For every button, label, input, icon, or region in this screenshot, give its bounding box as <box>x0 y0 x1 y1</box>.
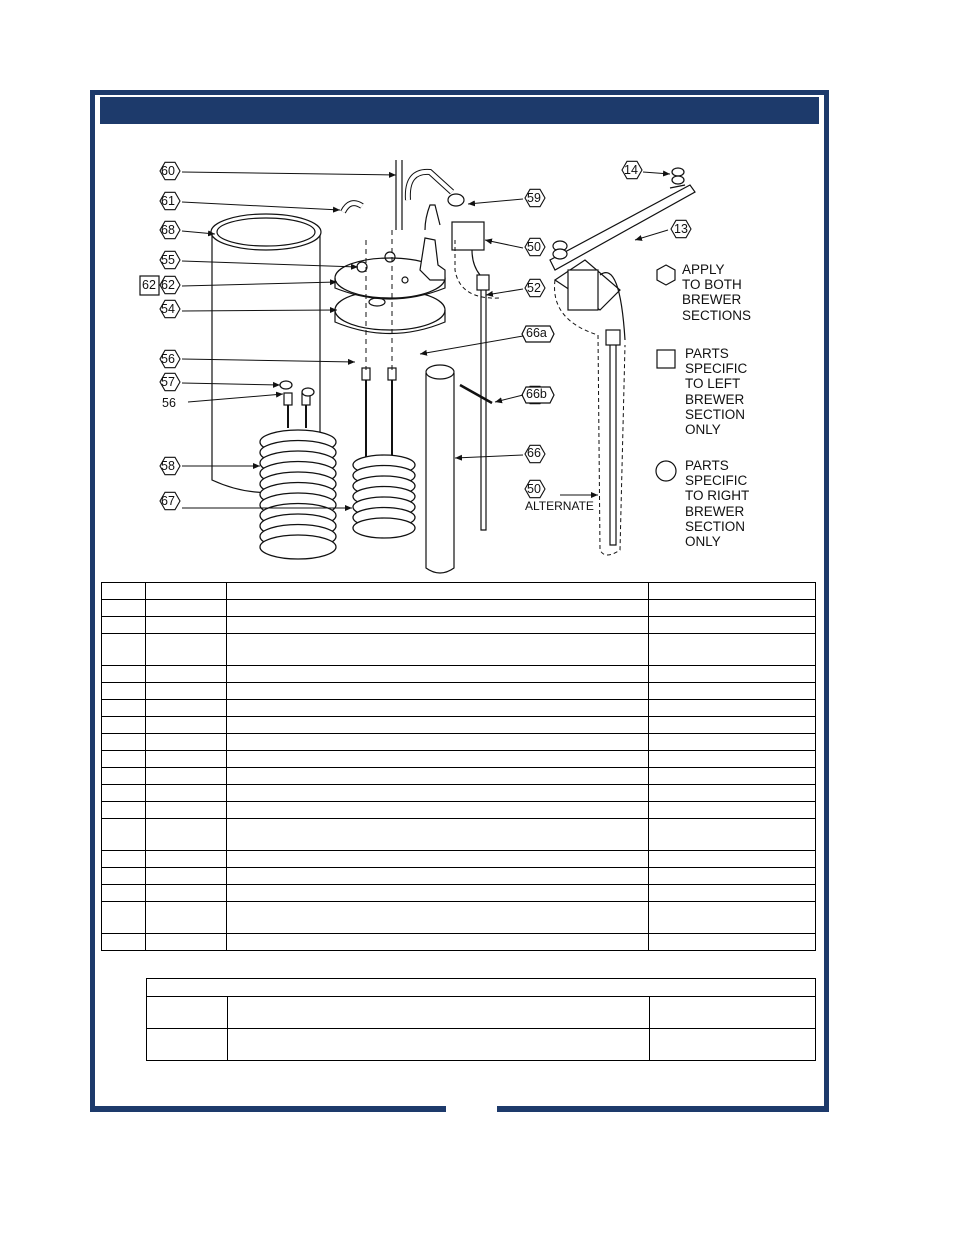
table-row <box>102 851 816 868</box>
description-cell <box>226 600 648 617</box>
table-row <box>102 802 816 819</box>
qty-cell <box>649 700 816 717</box>
description-cell <box>227 1029 649 1061</box>
item-cell <box>102 802 146 819</box>
item-cell <box>102 683 146 700</box>
table-row <box>102 583 816 600</box>
legend-hexagon-text: APPLY TO BOTH BREWER SECTIONS <box>682 262 752 323</box>
table-row <box>102 768 816 785</box>
table-row <box>102 902 816 934</box>
callout-50: 50 <box>527 240 541 254</box>
item-cell <box>102 600 146 617</box>
description-cell <box>226 583 648 600</box>
item-cell <box>102 851 146 868</box>
table-row <box>102 868 816 885</box>
callout-68: 68 <box>161 223 175 237</box>
callout-56: 56 <box>161 352 175 366</box>
qty-cell <box>649 666 816 683</box>
frame-bottom-left <box>90 1106 446 1112</box>
callout-66: 66 <box>527 446 541 460</box>
qty-cell <box>649 885 816 902</box>
description-cell <box>226 768 648 785</box>
parts-table <box>101 582 816 951</box>
callout-62: 62 <box>161 278 175 292</box>
square-icon <box>655 348 677 370</box>
item-cell <box>102 717 146 734</box>
callout-56-plain: 56 <box>162 396 176 410</box>
hexagon-icon <box>655 264 677 286</box>
part-number-cell <box>145 868 226 885</box>
part-number-cell <box>145 751 226 768</box>
description-cell <box>227 997 649 1029</box>
description-cell <box>226 634 648 666</box>
description-cell <box>226 666 648 683</box>
part-number-cell <box>145 666 226 683</box>
part-number-cell <box>145 583 226 600</box>
item-cell <box>102 734 146 751</box>
qty-cell <box>649 934 816 951</box>
qty-cell <box>649 734 816 751</box>
item-cell <box>102 868 146 885</box>
table-row <box>102 751 816 768</box>
table-row <box>102 634 816 666</box>
item-cell <box>102 700 146 717</box>
circle-icon <box>655 460 677 482</box>
description-cell <box>226 717 648 734</box>
header-bar <box>100 97 819 124</box>
table-row <box>102 683 816 700</box>
callout-50-alt: 50 <box>527 482 541 496</box>
legend-circle-text: PARTS SPECIFIC TO RIGHT BREWER SECTION ONLY <box>685 458 750 550</box>
item-cell <box>102 617 146 634</box>
description-cell <box>226 617 648 634</box>
qty-cell <box>649 902 816 934</box>
part-number-cell <box>145 902 226 934</box>
description-cell <box>226 902 648 934</box>
callout-66b: 66b <box>526 387 547 401</box>
callout-14: 14 <box>624 163 638 177</box>
qty-cell <box>649 751 816 768</box>
part-number-cell <box>145 934 226 951</box>
qty-cell <box>649 819 816 851</box>
item-cell <box>102 902 146 934</box>
table-row <box>102 885 816 902</box>
description-cell <box>226 751 648 768</box>
callout-59: 59 <box>527 191 541 205</box>
qty-cell <box>649 768 816 785</box>
item-cell <box>102 768 146 785</box>
item-cell <box>102 885 146 902</box>
callout-58: 58 <box>161 459 175 473</box>
item-cell <box>102 819 146 851</box>
callout-61: 61 <box>161 194 175 208</box>
sub-table-header <box>147 979 816 997</box>
qty-cell <box>649 717 816 734</box>
qty-cell <box>649 802 816 819</box>
qty-cell <box>649 683 816 700</box>
part-number-cell <box>145 600 226 617</box>
alternate-label: ALTERNATE <box>525 499 594 513</box>
description-cell <box>226 802 648 819</box>
part-number-cell <box>145 802 226 819</box>
callout-60: 60 <box>161 164 175 178</box>
qty-cell <box>649 634 816 666</box>
qty-cell <box>649 583 816 600</box>
table-row <box>102 600 816 617</box>
item-cell <box>102 934 146 951</box>
qty-cell <box>650 1029 816 1061</box>
part-number-cell <box>145 819 226 851</box>
table-row <box>102 734 816 751</box>
callout-13: 13 <box>674 222 688 236</box>
part-number-cell <box>145 683 226 700</box>
table-row <box>102 666 816 683</box>
callout-57: 57 <box>161 375 175 389</box>
sub-parts-table <box>146 978 816 1061</box>
table-row <box>147 997 816 1029</box>
table-row <box>102 700 816 717</box>
description-cell <box>226 851 648 868</box>
callout-54: 54 <box>161 302 175 316</box>
part-number-cell <box>145 734 226 751</box>
item-cell <box>102 785 146 802</box>
description-cell <box>226 934 648 951</box>
part-number-cell <box>145 851 226 868</box>
description-cell <box>226 700 648 717</box>
qty-cell <box>649 868 816 885</box>
callout-67: 67 <box>161 494 175 508</box>
description-cell <box>226 819 648 851</box>
part-number-cell <box>145 700 226 717</box>
item-cell <box>102 666 146 683</box>
part-number-cell <box>145 617 226 634</box>
table-row <box>102 819 816 851</box>
table-row <box>102 717 816 734</box>
part-number-cell <box>145 785 226 802</box>
table-row <box>147 1029 816 1061</box>
part-number-cell <box>145 768 226 785</box>
table-row <box>102 934 816 951</box>
callout-55: 55 <box>161 253 175 267</box>
callout-52: 52 <box>527 281 541 295</box>
table-row <box>102 617 816 634</box>
part-number-cell <box>147 997 228 1029</box>
part-number-cell <box>145 885 226 902</box>
part-number-cell <box>147 1029 228 1061</box>
description-cell <box>226 868 648 885</box>
qty-cell <box>649 785 816 802</box>
description-cell <box>226 683 648 700</box>
part-number-cell <box>145 634 226 666</box>
item-cell <box>102 634 146 666</box>
table-row <box>102 785 816 802</box>
description-cell <box>226 734 648 751</box>
frame-bottom-right <box>497 1106 829 1112</box>
description-cell <box>226 885 648 902</box>
callout-62-square: 62 <box>142 278 156 292</box>
item-cell <box>102 751 146 768</box>
qty-cell <box>650 997 816 1029</box>
qty-cell <box>649 617 816 634</box>
legend-square-text: PARTS SPECIFIC TO LEFT BREWER SECTION ONLY <box>685 346 748 438</box>
qty-cell <box>649 851 816 868</box>
description-cell <box>226 785 648 802</box>
callout-66a: 66a <box>526 326 547 340</box>
part-number-cell <box>145 717 226 734</box>
qty-cell <box>649 600 816 617</box>
item-cell <box>102 583 146 600</box>
